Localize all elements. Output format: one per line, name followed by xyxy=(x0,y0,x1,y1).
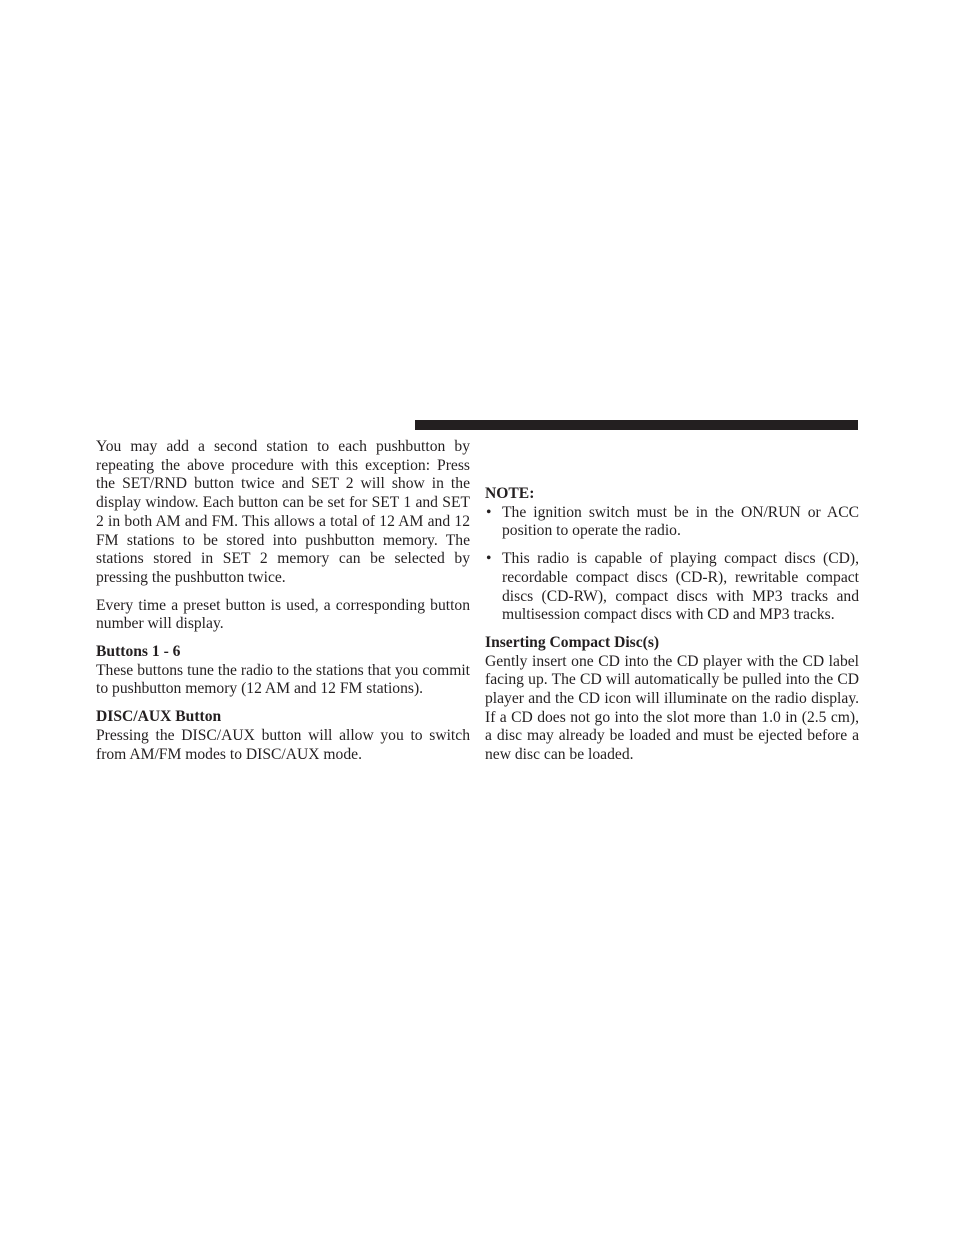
note-item-text: The ignition switch must be in the ON/RUN or ACC position to operate the radio. xyxy=(502,503,859,540)
bullet-icon: • xyxy=(486,503,492,521)
paragraph-second-station: You may add a second station to each pushbutton by repeating the above procedure with this exception: Press the SET/RND button twice and SET 2 will show in the display window. Each button can be set for SET 1 and SET 2 in both AM and FM. This allows a total of 12 AM and 12 FM stations to be stored into pushbutton memory. The stations stored in SET 2 memory can be selected by pressing the pushbutton twice. xyxy=(96,438,470,586)
note-label: NOTE: xyxy=(485,485,535,502)
list-item xyxy=(485,504,859,541)
paragraph-inserting-compact-discs: Gently insert one CD into the CD player with the CD label facing up. The CD will automatically be pulled into the CD player and the CD icon will illuminate on the radio display. If a CD does not go into the slot more than 1.0 in (2.5 cm), a disc may already be loaded and must be ejected before a new disc can be loaded. xyxy=(485,652,859,764)
left-column xyxy=(96,438,470,773)
paragraph-disc-aux-button: Pressing the DISC/AUX button will allow you to switch from AM/FM modes to DISC/AUX mode. xyxy=(96,726,470,763)
heading-buttons-1-6: Buttons 1 - 6 xyxy=(96,643,181,661)
section-header-rule xyxy=(415,420,858,430)
note-list xyxy=(485,504,859,625)
paragraph-preset-button: Every time a preset button is used, a corresponding button number will display. xyxy=(96,596,470,633)
bullet-icon: • xyxy=(486,550,492,568)
note-item-text: This radio is capable of playing compact discs (CD), recordable compact discs (CD-R), rewritable compact discs (CD-RW), compact discs with MP3 tracks and multisession compact discs with CD and MP3 tracks. xyxy=(502,550,859,624)
paragraph-buttons-1-6: These buttons tune the radio to the stations that you commit to pushbutton memory (12 AM and 12 FM stations). xyxy=(96,661,470,698)
right-column xyxy=(485,438,859,774)
heading-disc-aux-button: DISC/AUX Button xyxy=(96,708,222,726)
list-item xyxy=(485,550,859,625)
heading-inserting-compact-discs: Inserting Compact Disc(s) xyxy=(485,633,660,651)
